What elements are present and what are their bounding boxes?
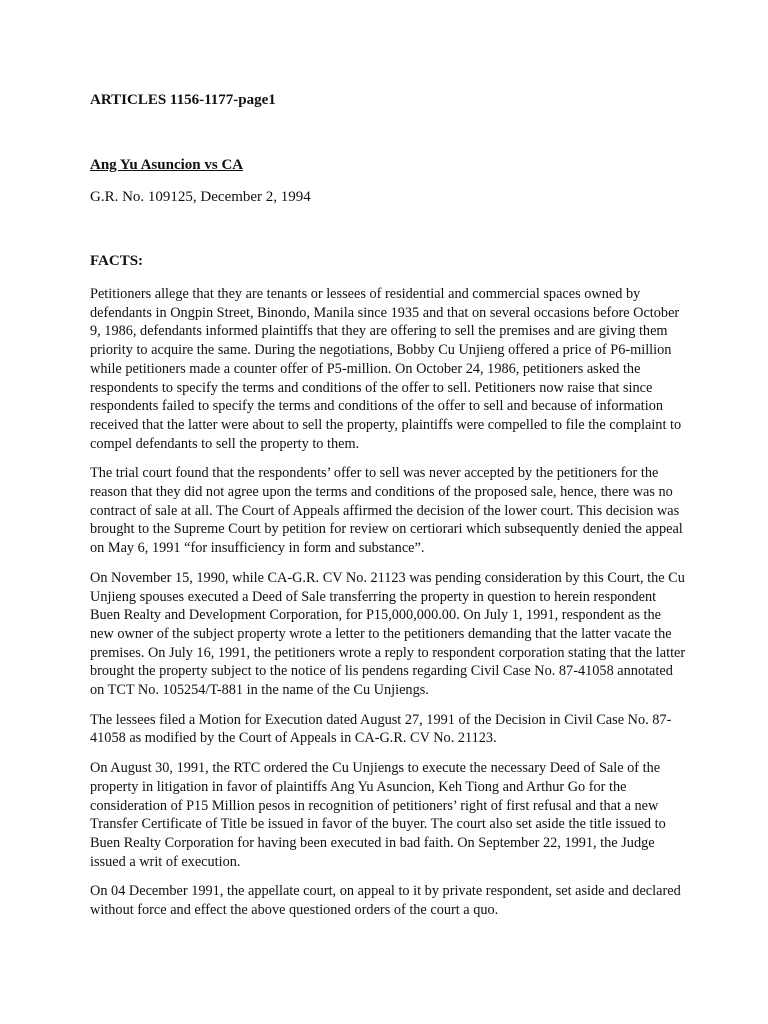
document-body xyxy=(90,90,686,920)
facts-paragraph: On August 30, 1991, the RTC ordered the Cu Unjiengs to execute the necessary Deed of Sale of the property in litigation in favor of plaintiffs Ang Yu Asuncion, Keh Tiong and Arthur Go for the consideration of P15 Million pesos in recognition of petitioners’ right of first refusal and that a new Transfer Certificate of Title be issued in favor of the buyer. The court also set aside the title issued to Buen Realty Corporation for having been executed in bad faith. On September 22, 1991, the Judge issued a writ of execution. xyxy=(90,760,666,870)
document-title: ARTICLES 1156-1177-page1 xyxy=(90,92,276,108)
gr-number: G.R. No. 109125, December 2, 1994 xyxy=(90,189,311,205)
facts-paragraph: On November 15, 1990, while CA-G.R. CV No. 21123 was pending consideration by this Court, the Cu Unjieng spouses executed a Deed of Sale transferring the property in question to herein respondent Buen Realty and Development Corporation, for P15,000,000.00. On July 1, 1991, respondent as the new owner of the subject property wrote a letter to the petitioners demanding that the latter vacate the premises. On July 16, 1991, the petitioners wrote a reply to respondent corporation stating that the latter brought the property subject to the notice of lis pendens regarding Civil Case No. 87-41058 annotated on TCT No. 105254/T-881 in the name of the Cu Unjiengs. xyxy=(90,569,686,699)
facts-heading: FACTS: xyxy=(90,253,144,269)
facts-paragraph: The lessees filed a Motion for Execution dated August 27, 1991 of the Decision in Civil Case No. 87-41058 as modified by the Court of Appeals in CA-G.R. CV No. 21123. xyxy=(90,711,672,747)
facts-paragraph: Petitioners allege that they are tenants or lessees of residential and commercial spaces owned by defendants in Ongpin Street, Binondo, Manila since 1935 and that on several occasions before October 9, 1986, defendants informed plaintiffs that they are offering to sell the premises and are giving them priority to acquire the same. During the negotiations, Bobby Cu Unjieng offered a price of P6-million while petitioners made a counter offer of P5-million. On October 24, 1986, petitioners asked the respondents to specify the terms and conditions of the offer to sell. Petitioners now raise that since respondents failed to specify the terms and conditions of the offer to sell and because of information received that the latter were about to sell the property, plaintiffs were compelled to file the complaint to compel defendants to sell the property to them. xyxy=(90,286,682,452)
facts-paragraph: The trial court found that the respondents’ offer to sell was never accepted by the petitioners for the reason that they did not agree upon the terms and conditions of the proposed sale, hence, there was no contract of sale at all. The Court of Appeals affirmed the decision of the lower court. This decision was brought to the Supreme Court by petition for review on certiorari which subsequently denied the appeal on May 6, 1991 “for insufficiency in form and substance”. xyxy=(90,465,683,557)
facts-paragraph: On 04 December 1991, the appellate court, on appeal to it by private respondent, set aside and declared without force and effect the above questioned orders of the court a quo. xyxy=(90,883,681,919)
case-title: Ang Yu Asuncion vs CA xyxy=(90,157,244,173)
